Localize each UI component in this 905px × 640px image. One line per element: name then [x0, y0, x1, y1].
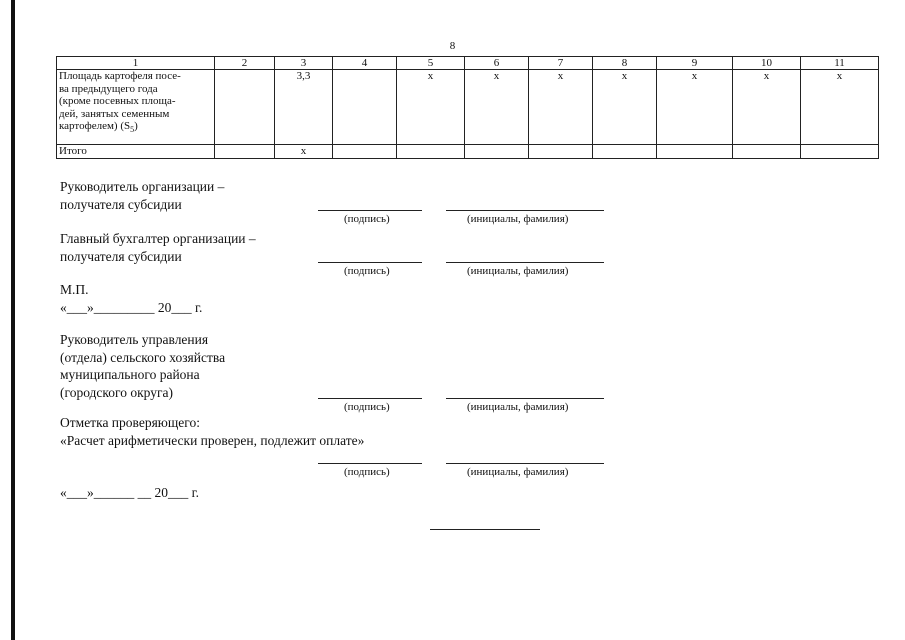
header-cell: 5 — [397, 57, 465, 70]
inspector-mark: Отметка проверяющего: «Расчет арифметически проверен, подлежит оплате» — [60, 415, 365, 448]
header-cell: 7 — [529, 57, 593, 70]
header-cell: 3 — [275, 57, 333, 70]
name-line — [446, 463, 604, 464]
signature-line — [318, 262, 422, 263]
table-cell — [733, 145, 801, 159]
table-cell — [593, 145, 657, 159]
row-label-cell: Итого — [57, 145, 215, 159]
date-line: «___»_________ 20___ г. — [60, 300, 203, 315]
name-line — [446, 262, 604, 263]
table-cell: x — [801, 70, 879, 145]
head-org-label: Руководитель организации – получателя субсидии — [60, 179, 225, 212]
row-label-cell — [57, 70, 215, 145]
header-cell: 2 — [215, 57, 275, 70]
date-line-2: «___»______ __ 20___ г. — [60, 485, 200, 500]
table-cell — [801, 145, 879, 159]
left-margin-bar — [11, 0, 15, 640]
table-cell: x — [397, 70, 465, 145]
row-label-line: дей, занятых семенным — [59, 107, 170, 120]
table-cell — [333, 70, 397, 145]
page-number: 8 — [449, 40, 456, 52]
name-caption: (инициалы, фамилия) — [467, 401, 569, 413]
table-cell — [215, 145, 275, 159]
table-cell: x — [275, 145, 333, 159]
table-row — [57, 145, 879, 159]
seal-label: М.П. — [60, 282, 89, 297]
name-line — [446, 210, 604, 211]
table-cell — [657, 145, 733, 159]
table-cell: x — [465, 70, 529, 145]
table-cell: x — [657, 70, 733, 145]
name-caption: (инициалы, фамилия) — [467, 466, 569, 478]
header-cell: 1 — [57, 57, 215, 70]
row-label-text: картофелем) (S — [59, 120, 131, 133]
name-line — [446, 398, 604, 399]
table-cell: x — [529, 70, 593, 145]
signature-line — [318, 210, 422, 211]
calculation-table — [56, 56, 879, 159]
head-dept-label: Руководитель управления (отдела) сельского хозяйства муниципального района (городского округа) — [60, 332, 226, 400]
chief-accountant-label: Главный бухгалтер организации – получателя субсидии — [60, 231, 256, 264]
row-label-line: Площадь картофеля посе- — [59, 70, 181, 83]
signature-caption: (подпись) — [344, 265, 390, 277]
signature-line — [318, 398, 422, 399]
closing-rule — [430, 529, 540, 530]
row-label-text: ) — [134, 120, 138, 133]
table-cell — [215, 70, 275, 145]
table-cell — [333, 145, 397, 159]
row-label-line — [59, 120, 212, 137]
header-cell: 9 — [657, 57, 733, 70]
header-cell: 11 — [801, 57, 879, 70]
signature-caption: (подпись) — [344, 213, 390, 225]
name-caption: (инициалы, фамилия) — [467, 265, 569, 277]
header-cell: 6 — [465, 57, 529, 70]
row-label-line: ва предыдущего года — [59, 82, 158, 95]
table-cell — [397, 145, 465, 159]
header-cell: 10 — [733, 57, 801, 70]
table-cell — [465, 145, 529, 159]
table-cell: x — [733, 70, 801, 145]
signature-line — [318, 463, 422, 464]
row-label-subscript: 5 — [130, 125, 135, 135]
row-label-line: (кроме посевных площа- — [59, 95, 176, 108]
table-row — [57, 70, 879, 145]
header-cell: 8 — [593, 57, 657, 70]
table-cell — [529, 145, 593, 159]
name-caption: (инициалы, фамилия) — [467, 213, 569, 225]
signature-caption: (подпись) — [344, 466, 390, 478]
table-header-row — [57, 57, 879, 70]
table-cell: x — [593, 70, 657, 145]
table-cell: 3,3 — [275, 70, 333, 145]
header-cell: 4 — [333, 57, 397, 70]
signature-caption: (подпись) — [344, 401, 390, 413]
